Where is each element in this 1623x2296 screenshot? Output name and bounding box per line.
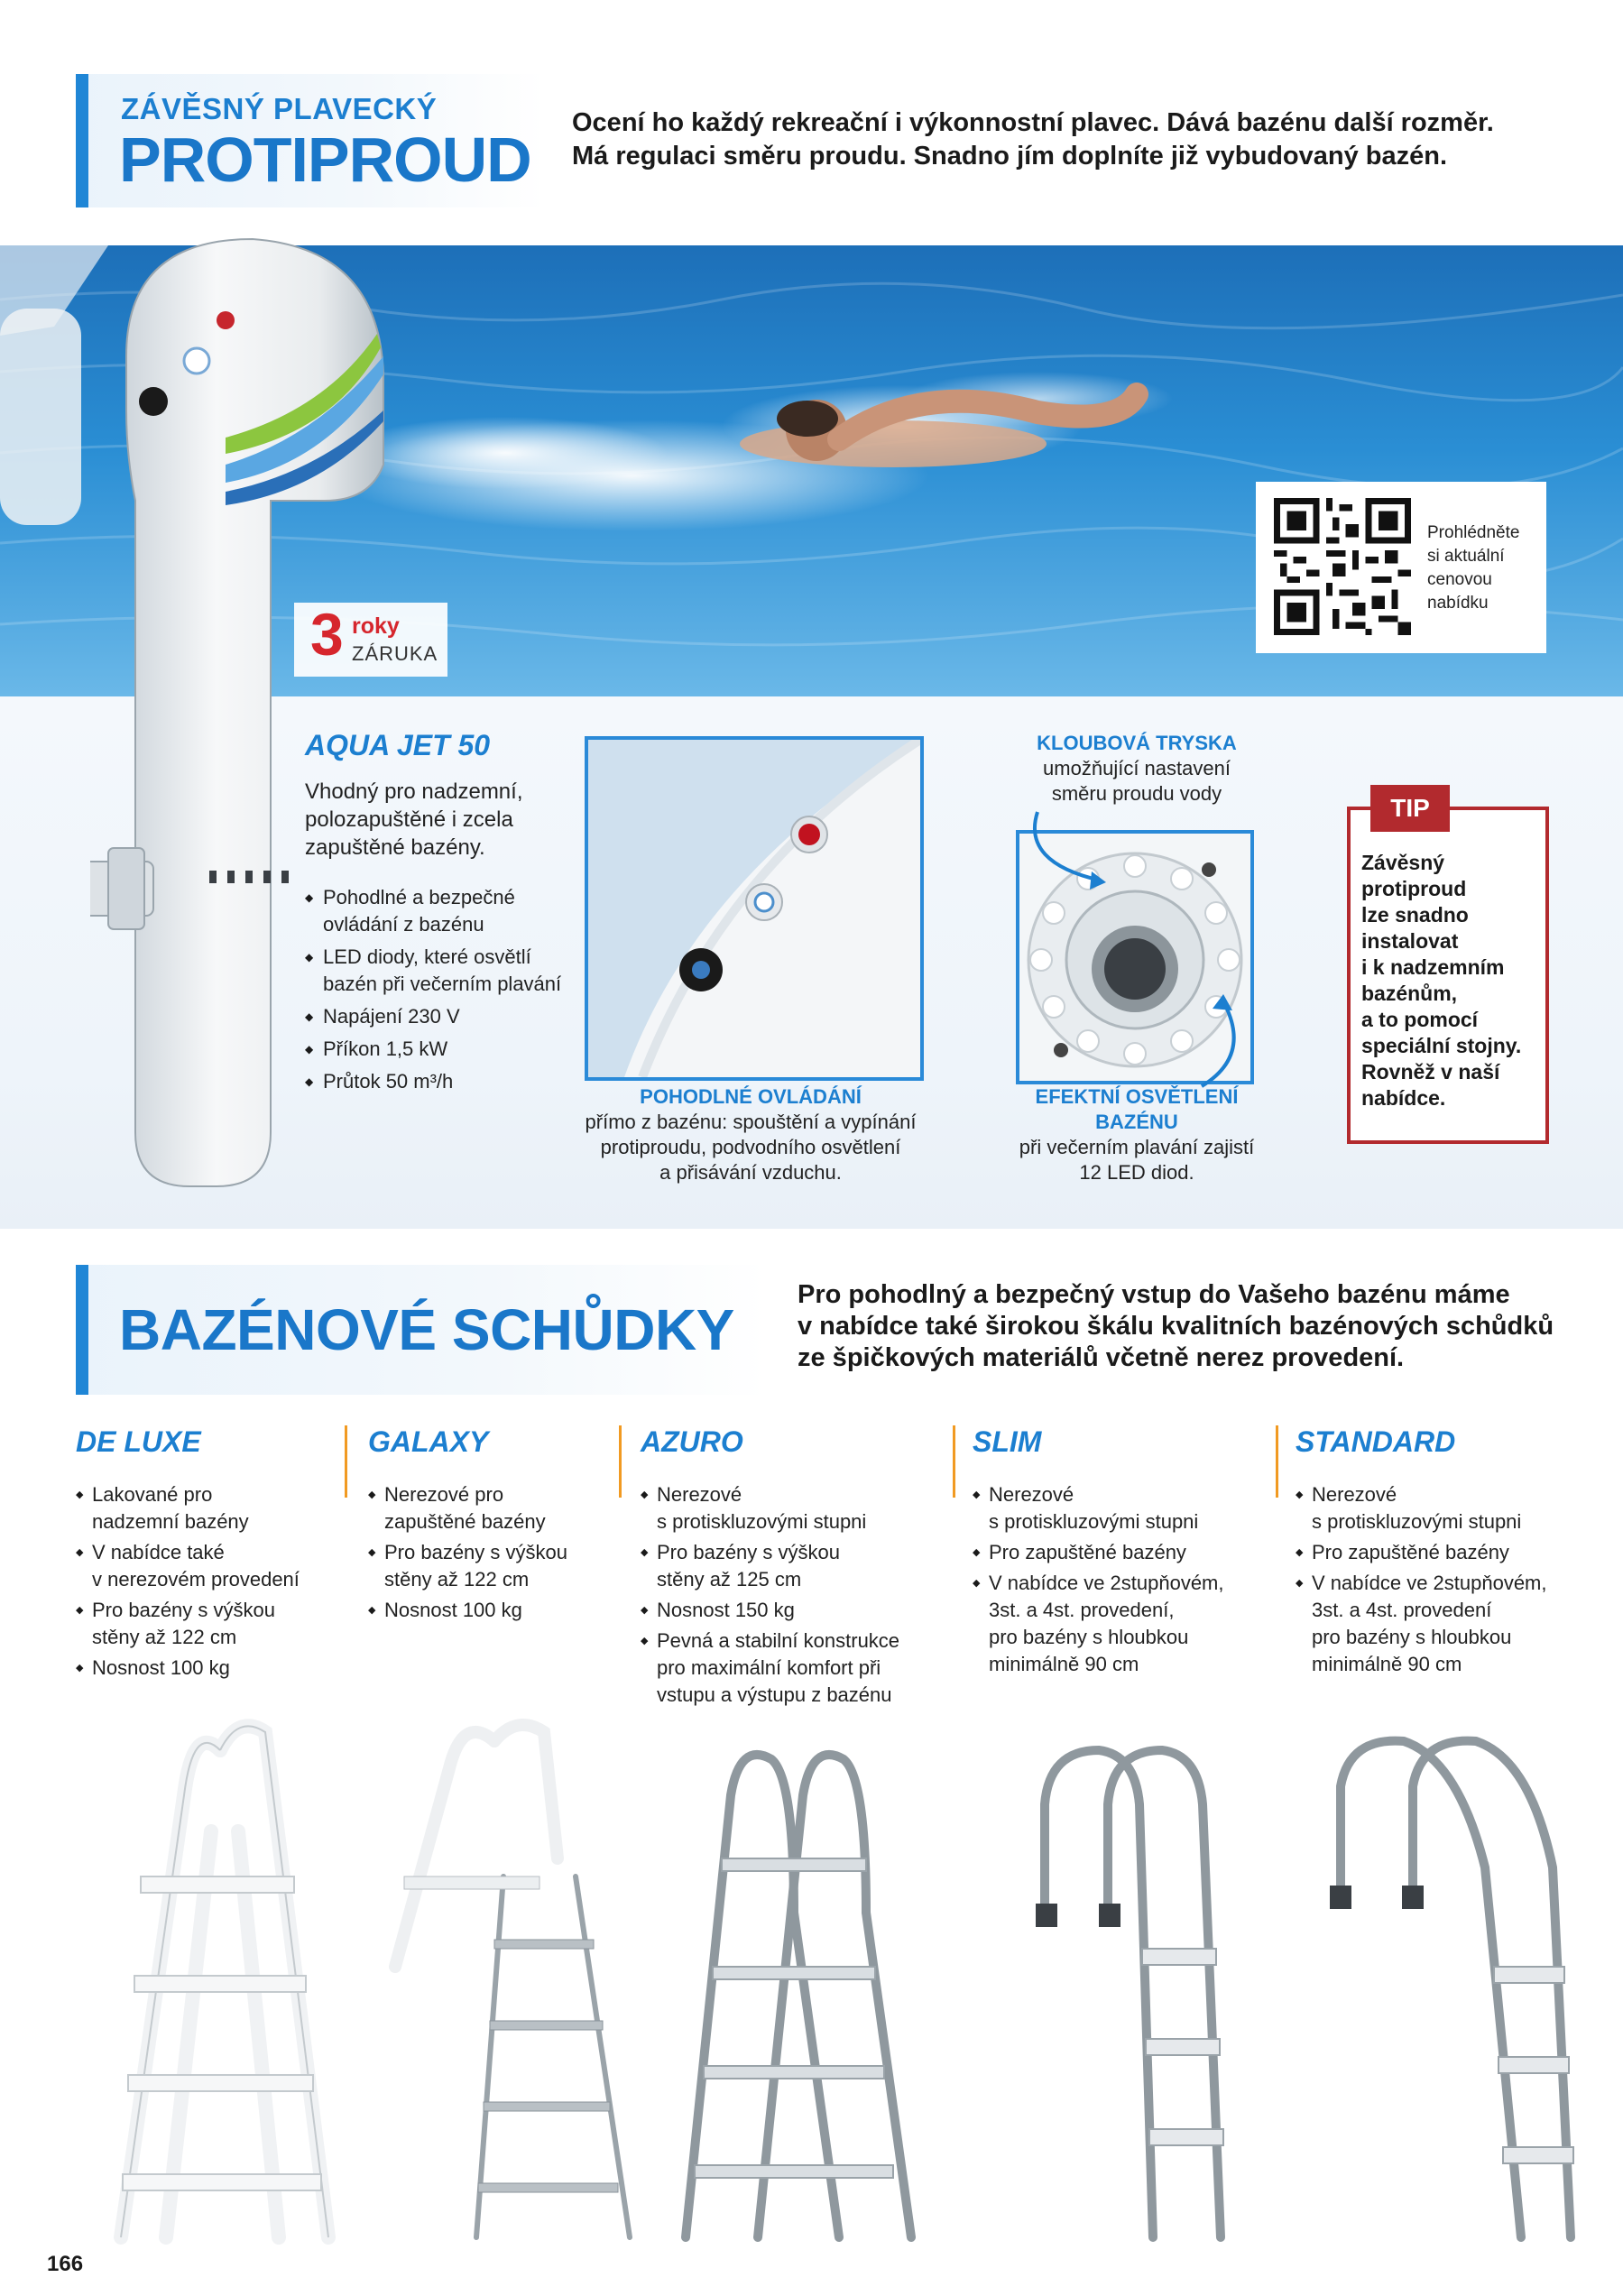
warranty-number: 3: [310, 601, 344, 668]
feature-line: Nerezové pro: [384, 1483, 504, 1506]
feature-item: [76, 1539, 300, 1593]
ladder-column-standard: [1296, 1425, 1602, 2255]
controls-detail-image: [585, 736, 924, 1081]
feature-item: [1296, 1481, 1547, 1535]
ladder-feature-list: [641, 1481, 899, 1712]
qr-code-icon[interactable]: [1274, 498, 1411, 635]
feature-line: s protiskluzovými stupni: [1312, 1510, 1522, 1533]
feature-item: [76, 1481, 300, 1535]
heading-big: PROTIPROUD: [119, 124, 531, 195]
lighting-caption-title: BAZÉNU: [1095, 1111, 1178, 1133]
nozzle-caption-line: směru proudu vody: [1051, 782, 1222, 805]
ladder-feature-list: [76, 1481, 300, 1685]
ladder-name: AZURO: [641, 1425, 743, 1458]
ladder-name: GALAXY: [368, 1425, 489, 1458]
ladder-image-standard: [1314, 1723, 1584, 2255]
controls-caption-line: přímo z bazénu: spouštění a vypínání: [585, 1111, 917, 1133]
feature-line: Nerezové: [1312, 1483, 1397, 1506]
tip-line: i k nadzemním: [1361, 955, 1505, 979]
intro-text-counterflow: [572, 106, 1582, 173]
curved-arrow-icon: [1193, 992, 1256, 1092]
feature-line: Pro bazény s výškou: [92, 1599, 275, 1621]
feature-line: Nosnost 150 kg: [657, 1599, 795, 1621]
qr-caption-line: cenovou: [1427, 570, 1492, 589]
controls-caption-title: POHODLNÉ OVLÁDÁNÍ: [640, 1085, 862, 1108]
tip-line: instalovat: [1361, 929, 1459, 953]
lighting-caption-title: EFEKTNÍ OSVĚTLENÍ: [1035, 1085, 1239, 1108]
feature-line: 3st. a 4st. provedení: [1312, 1599, 1492, 1621]
column-separator: [345, 1425, 347, 1498]
ladder-name: STANDARD: [1296, 1425, 1456, 1458]
ladder-feature-list: [368, 1481, 567, 1627]
feature-item: [368, 1481, 567, 1535]
column-separator: [1276, 1425, 1278, 1498]
feature-line: stěny až 125 cm: [657, 1568, 802, 1591]
feature-item: [641, 1539, 899, 1593]
tip-line: Závěsný: [1361, 851, 1445, 874]
tip-box: [1347, 794, 1549, 1144]
qr-caption: [1427, 521, 1535, 615]
feature-line: Lakované pro: [92, 1483, 213, 1506]
feature-line: V nabídce ve 2stupňovém,: [989, 1572, 1224, 1594]
heading-big: BAZÉNOVÉ SCHŮDKY: [119, 1297, 734, 1362]
feature-item: [76, 1597, 300, 1651]
page-number: 166: [47, 2252, 84, 2276]
ladder-column-galaxy: [368, 1425, 630, 2255]
ladder-image-de-luxe: [85, 1696, 346, 2255]
feature-line: stěny až 122 cm: [92, 1626, 237, 1648]
feature-item: ◆ Napájení 230 V: [305, 1003, 567, 1030]
feature-item: ◆ LED diody, které osvětlí bazén při večerním plavání: [305, 944, 567, 998]
ladder-column-azuro: [641, 1425, 938, 2255]
qr-caption-line: nabídku: [1427, 594, 1489, 613]
tip-line: lze snadno: [1361, 903, 1469, 927]
lighting-caption-line: 12 LED diod.: [1079, 1161, 1194, 1184]
ladder-image-azuro: [659, 1732, 929, 2255]
product-feature-list: [305, 884, 567, 1101]
feature-line: minimálně 90 cm: [989, 1653, 1139, 1675]
ladder-feature-list: [973, 1481, 1224, 1682]
feature-line: Nerezové: [657, 1483, 742, 1506]
heading-block-counterflow: [76, 74, 545, 207]
feature-line: s protiskluzovými stupni: [989, 1510, 1199, 1533]
feature-line: V nabídce ve 2stupňovém,: [1312, 1572, 1547, 1594]
intro-text-ladders: [798, 1279, 1591, 1374]
feature-item: [368, 1539, 567, 1593]
intro-line-2: Má regulaci směru proudu. Snadno jím doplníte již vybudovaný bazén.: [572, 142, 1448, 171]
ladder-column-de-luxe: [76, 1425, 337, 2255]
intro-line: Pro pohodlný a bezpečný vstup do Vašeho bazénu máme: [798, 1280, 1510, 1309]
ladder-name: DE LUXE: [76, 1425, 201, 1458]
column-separator: [619, 1425, 622, 1498]
column-separator: [953, 1425, 955, 1498]
tip-line: Rovněž v naší: [1361, 1060, 1500, 1083]
qr-caption-line: Prohlédněte: [1427, 523, 1520, 542]
feature-item: [641, 1627, 899, 1709]
product-name: AQUA JET 50: [305, 729, 491, 761]
feature-line: Nosnost 100 kg: [384, 1599, 522, 1621]
tip-label: TIP: [1370, 785, 1450, 832]
feature-item: ◆ Pohodlné a bezpečné ovládání z bazénu: [305, 884, 567, 938]
ladder-column-slim: [973, 1425, 1270, 2255]
heading-accent-bar: [76, 74, 88, 207]
feature-line: Pro zapuštěné bazény: [1312, 1541, 1509, 1563]
feature-line: 3st. a 4st. provedení,: [989, 1599, 1175, 1621]
feature-line: V nabídce také: [92, 1541, 225, 1563]
tip-line: protiproud: [1361, 877, 1467, 900]
intro-line-1: Ocení ho každý rekreační i výkonnostní plavec. Dává bazénu další rozměr.: [572, 108, 1494, 137]
feature-line: Pro bazény s výškou: [657, 1541, 840, 1563]
feature-line: vstupu a výstupu z bazénu: [657, 1683, 892, 1706]
feature-line: Pro bazény s výškou: [384, 1541, 567, 1563]
heading-small: ZÁVĚSNÝ PLAVECKÝ: [121, 92, 438, 125]
feature-item: [641, 1481, 899, 1535]
lighting-caption-line: při večerním plavání zajistí: [1019, 1136, 1255, 1158]
nozzle-caption-title: KLOUBOVÁ TRYSKA: [1037, 732, 1237, 754]
feature-line: stěny až 122 cm: [384, 1568, 530, 1591]
heading-accent-bar: [76, 1265, 88, 1395]
warranty-badge: [294, 603, 447, 677]
feature-item: [76, 1655, 300, 1682]
feature-line: v nerezovém provedení: [92, 1568, 300, 1591]
feature-item: [641, 1597, 899, 1624]
nozzle-caption-line: umožňující nastavení: [1043, 757, 1231, 779]
feature-item: [1296, 1539, 1547, 1566]
product-description-line: Vhodný pro nadzemní,: [305, 779, 523, 804]
tip-line: speciální stojny.: [1361, 1034, 1522, 1057]
controls-illustration: [588, 740, 920, 1077]
feature-line: minimálně 90 cm: [1312, 1653, 1462, 1675]
tip-line: a to pomocí: [1361, 1008, 1479, 1031]
qr-code-box[interactable]: [1256, 482, 1546, 653]
feature-item: ◆ Příkon 1,5 kW: [305, 1036, 567, 1063]
curved-arrow-icon: [1019, 808, 1119, 899]
feature-item: [368, 1597, 567, 1624]
warranty-unit: roky: [352, 613, 400, 639]
ladder-name: SLIM: [973, 1425, 1042, 1458]
feature-line: pro bazény s hloubkou: [1312, 1626, 1512, 1648]
feature-line: Pro zapuštěné bazény: [989, 1541, 1186, 1563]
tip-line: nabídce.: [1361, 1086, 1446, 1110]
ladder-image-slim: [1027, 1732, 1252, 2255]
tip-text: [1361, 850, 1538, 1111]
ladder-feature-list: [1296, 1481, 1547, 1682]
heading-block-ladders: [76, 1265, 767, 1395]
feature-line: zapuštěné bazény: [384, 1510, 546, 1533]
feature-line: Pevná a stabilní konstrukce: [657, 1629, 900, 1652]
feature-line: pro bazény s hloubkou: [989, 1626, 1189, 1648]
feature-line: Nerezové: [989, 1483, 1074, 1506]
qr-caption-line: si aktuální: [1427, 547, 1505, 566]
product-description: [305, 778, 567, 862]
feature-line: s protiskluzovými stupni: [657, 1510, 867, 1533]
intro-line: v nabídce také širokou škálu kvalitních bazénových schůdků: [798, 1312, 1554, 1341]
feature-item: [973, 1539, 1224, 1566]
ladder-image-galaxy: [368, 1696, 639, 2255]
tip-line: bazénům,: [1361, 982, 1458, 1005]
intro-line: ze špičkových materiálů včetně nerez provedení.: [798, 1343, 1405, 1372]
feature-item: [1296, 1570, 1547, 1678]
controls-caption-line: a přisávání vzduchu.: [659, 1161, 842, 1184]
feature-item: ◆ Průtok 50 m³/h: [305, 1068, 567, 1095]
controls-caption-line: protiproudu, podvodního osvětlení: [600, 1136, 901, 1158]
warranty-label: ZÁRUKA: [352, 642, 438, 665]
product-description-line: zapuštěné bazény.: [305, 835, 485, 860]
feature-line: pro maximální komfort při: [657, 1656, 881, 1679]
feature-item: [973, 1570, 1224, 1678]
feature-line: Nosnost 100 kg: [92, 1656, 230, 1679]
feature-line: nadzemní bazény: [92, 1510, 249, 1533]
controls-caption: [577, 1084, 924, 1185]
feature-item: [973, 1481, 1224, 1535]
product-description-line: polozapuštěné i zcela: [305, 807, 513, 832]
lighting-caption: [1001, 1084, 1272, 1185]
nozzle-caption: [1001, 731, 1272, 807]
